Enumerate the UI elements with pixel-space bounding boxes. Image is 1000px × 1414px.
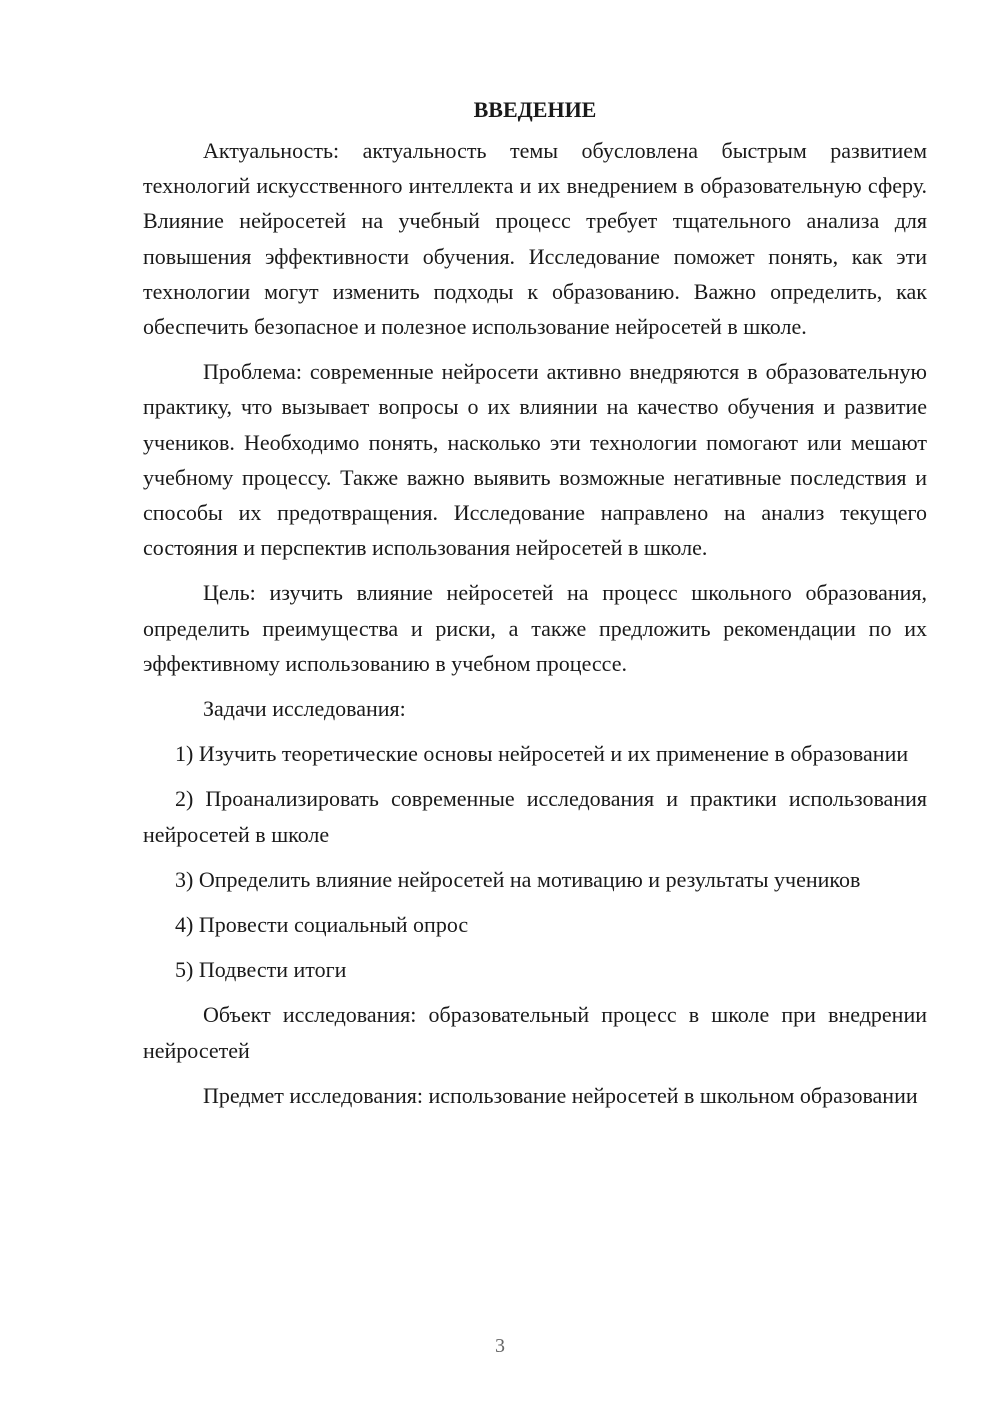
task-item-5: 5) Подвести итоги: [175, 957, 347, 983]
document-page: [143, 92, 927, 1113]
tasks-heading: Задачи исследования:: [203, 696, 406, 722]
paragraph-relevance: Актуальность: актуальность темы обусловлена быстрым развитием технологий искусственного интеллекта и их внедрением в образовательную сферу. Влияние нейросетей на учебный процесс требует тщательного анализа для повышения эффективности обучения. Исследование поможет понять, как эти технологии могут изменить подходы к образованию. Важно определить, как обеспечить безопасное и полезное использование нейросетей в школе.: [143, 138, 927, 340]
paragraph-subject: Предмет исследования: использование нейросетей в школьном образовании: [203, 1082, 918, 1108]
page-number: 3: [495, 1335, 505, 1357]
section-title: ВВЕДЕНИЕ: [473, 97, 597, 122]
paragraph-problem: Проблема: современные нейросети активно внедряются в образовательную практику, что вызывает вопросы о их влиянии на качество обучения и развитие учеников. Необходимо понять, насколько эти технологии помогают или мешают учебному процессу. Также важно выявить возможные негативные последствия и способы их предотвращения. Исследование направлено на анализ текущего состояния и перспектив использования нейросетей в школе.: [143, 359, 927, 561]
task-item-4: 4) Провести социальный опрос: [175, 912, 469, 938]
task-item-1: 1) Изучить теоретические основы нейросетей и их применение в образовании: [175, 741, 909, 767]
task-item-3: 3) Определить влияние нейросетей на мотивацию и результаты учеников: [175, 866, 861, 892]
paragraph-object: Объект исследования: образовательный процесс в школе при внедрении нейросетей: [143, 1002, 927, 1063]
paragraph-goal: Цель: изучить влияние нейросетей на процесс школьного образования, определить преимущества и риски, а также предложить рекомендации по их эффективному использованию в учебном процессе.: [143, 580, 927, 676]
task-item-2: 2) Проанализировать современные исследования и практики использования нейросетей в школе: [143, 786, 927, 847]
